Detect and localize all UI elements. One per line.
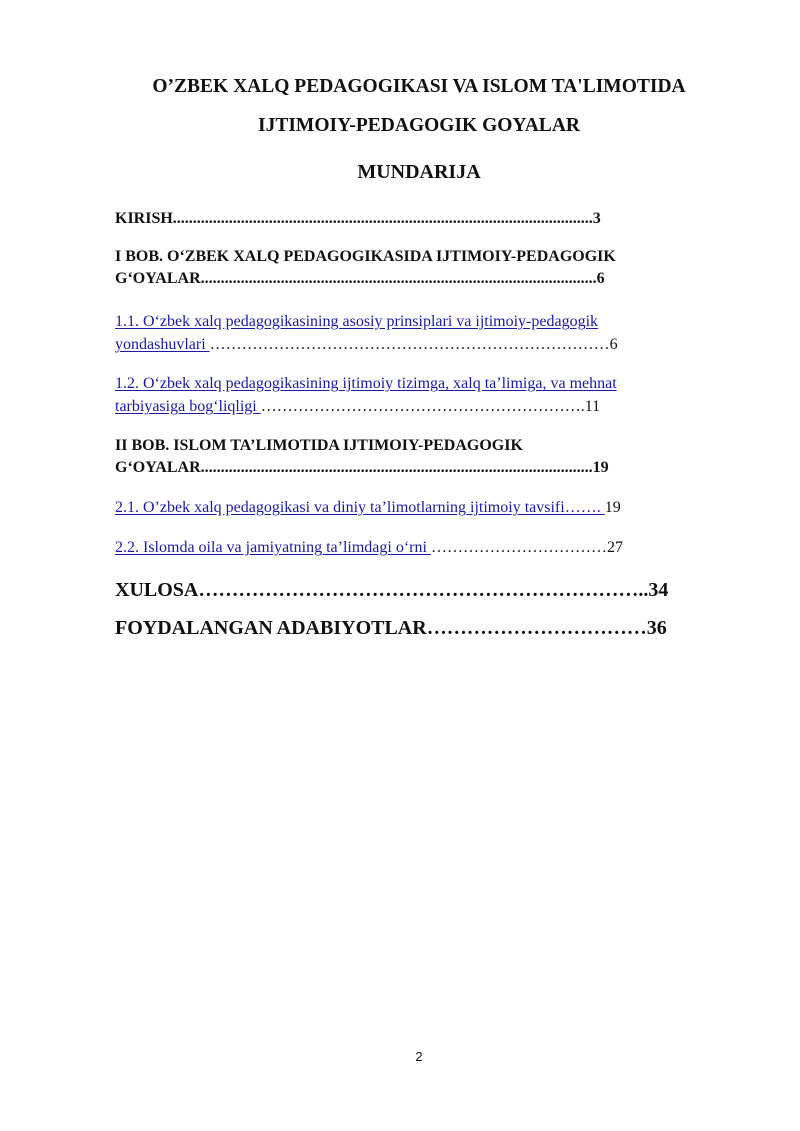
toc-entry-1-2-line1 (115, 375, 617, 393)
toc-link-1-1[interactable]: 1.1. O‘zbek xalq pedagogikasining asosiy prinsiplari va ijtimoiy-pedagogik (115, 313, 599, 330)
toc-entry-2-2 (115, 539, 623, 557)
document-title-line-2: IJTIMOIY-PEDAGOGIK GOYALAR (258, 115, 580, 136)
toc-page-1-2: …………………………………………………….11 (260, 398, 601, 415)
toc-entry-bob1-line1: I BOB. O‘ZBEK XALQ PEDAGOGIKASIDA IJTIMOIY-PEDAGOGIK (115, 248, 616, 265)
toc-page-2-2: ……………………………27 (430, 539, 623, 556)
toc-link-1-2-cont[interactable]: tarbiyasiga bog‘liqligi (115, 398, 261, 415)
toc-entry-bob2-line1: II BOB. ISLOM TA’LIMOTIDA IJTIMOIY-PEDAGOGIK (115, 437, 523, 454)
toc-entry-kirish: KIRISH.........................................................................................................3 (115, 210, 601, 227)
toc-entry-1-1-line2 (115, 336, 618, 354)
toc-link-1-1-cont[interactable]: yondashuvlari (115, 336, 210, 353)
page-number: 2 (415, 1049, 423, 1064)
toc-page-2-1: 19 (604, 499, 621, 516)
toc-entry-bob2-line2: G‘OYALAR..................................................................................................19 (115, 459, 609, 476)
toc-entry-2-1 (115, 499, 621, 517)
toc-link-1-2[interactable]: 1.2. O‘zbek xalq pedagogikasining ijtimoiy tizimga, xalq ta’limiga, va mehnat (115, 375, 617, 392)
toc-entry-bob1-line2: G‘OYALAR...................................................................................................6 (115, 270, 605, 287)
toc-page-1-1: …………………………………………………………………6 (209, 336, 618, 353)
toc-entry-xulosa: XULOSA…………………………………………………………..34 (115, 579, 669, 601)
toc-link-2-1[interactable]: 2.1. O’zbek xalq pedagogikasi va diniy ta’limotlarning ijtimoiy tavsifi……. (115, 499, 605, 516)
toc-entry-1-2-line2 (115, 398, 600, 416)
toc-entry-adabiyotlar: FOYDALANGAN ADABIYOTLAR……………………………36 (115, 617, 667, 639)
document-title-line-1: O’ZBEK XALQ PEDAGOGIKASI VA ISLOM TA'LIMOTIDA (152, 76, 686, 97)
toc-link-2-2[interactable]: 2.2. Islomda oila va jamiyatning ta’limdagi o‘rni (115, 539, 431, 556)
toc-entry-1-1-line1 (115, 313, 598, 331)
contents-heading: MUNDARIJA (357, 161, 481, 183)
